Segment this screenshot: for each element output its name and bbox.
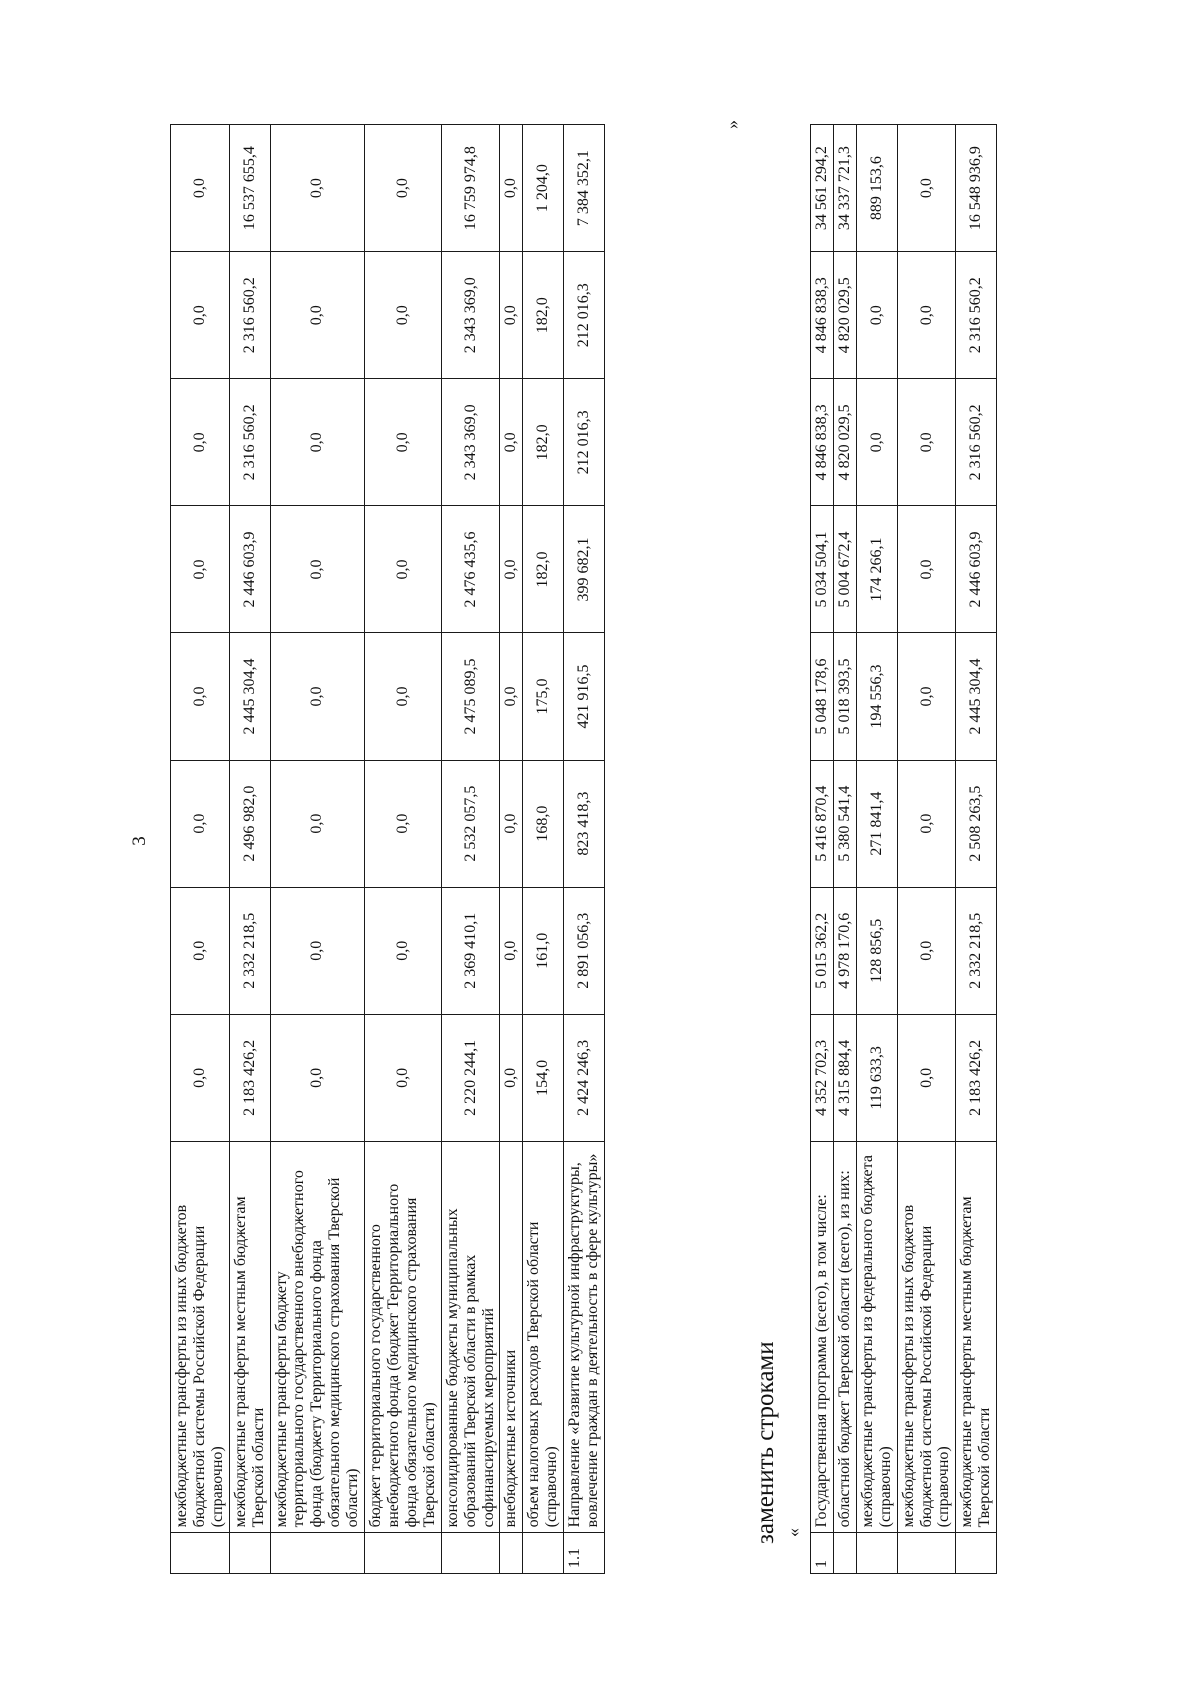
- value-cell: 194 556,3: [856, 633, 897, 760]
- value-cell: 2 508 263,5: [956, 760, 997, 887]
- value-cell: 2 476 435,6: [441, 506, 500, 633]
- value-cell: 0,0: [365, 252, 442, 379]
- value-cell: 0,0: [270, 252, 365, 379]
- value-cell: 4 846 838,3: [811, 379, 834, 506]
- row-number-cell: 1.1: [564, 1533, 605, 1574]
- value-cell: 271 841,4: [856, 760, 897, 887]
- value-cell: 0,0: [171, 506, 230, 633]
- value-cell: 0,0: [897, 125, 956, 252]
- value-cell: 4 820 029,5: [833, 379, 856, 506]
- value-cell: 2 316 560,2: [229, 379, 270, 506]
- row-label-cell: межбюджетные трансферты из федерального бюджета (справочно): [856, 1141, 897, 1532]
- row-number-cell: [856, 1533, 897, 1574]
- row-number-cell: [523, 1533, 564, 1574]
- value-cell: 0,0: [500, 633, 523, 760]
- value-cell: 175,0: [523, 633, 564, 760]
- value-cell: 16 548 936,9: [956, 125, 997, 252]
- table-row: [270, 125, 365, 1574]
- value-cell: 0,0: [270, 1014, 365, 1141]
- value-cell: 0,0: [365, 125, 442, 252]
- page-number: 3: [129, 836, 150, 846]
- row-label-cell: межбюджетные трансферты из иных бюджетов бюджетной системы Российской Федерации (справочно): [897, 1141, 956, 1532]
- value-cell: 4 846 838,3: [811, 252, 834, 379]
- value-cell: 2 183 426,2: [229, 1014, 270, 1141]
- table-row: [500, 125, 523, 1574]
- table-row: [897, 125, 956, 1574]
- value-cell: 2 369 410,1: [441, 887, 500, 1014]
- value-cell: 5 048 178,6: [811, 633, 834, 760]
- value-cell: 174 266,1: [856, 506, 897, 633]
- value-cell: 212 016,3: [564, 252, 605, 379]
- value-cell: 0,0: [500, 252, 523, 379]
- value-cell: 2 424 246,3: [564, 1014, 605, 1141]
- row-number-cell: [365, 1533, 442, 1574]
- table-row: [856, 125, 897, 1574]
- value-cell: 2 532 057,5: [441, 760, 500, 887]
- value-cell: 5 018 393,5: [833, 633, 856, 760]
- value-cell: 0,0: [171, 252, 230, 379]
- value-cell: 7 384 352,1: [564, 125, 605, 252]
- value-cell: 2 496 982,0: [229, 760, 270, 887]
- value-cell: 889 153,6: [856, 125, 897, 252]
- row-label-cell: Государственная программа (всего), в том числе:: [811, 1141, 834, 1532]
- row-label-cell: межбюджетные трансферты бюджету территориального государственного внебюджетного фонда (бюджету Территориального фонда обязательного медицинского страхования Тверской области): [270, 1141, 365, 1532]
- value-cell: 34 561 294,2: [811, 125, 834, 252]
- value-cell: 5 034 504,1: [811, 506, 834, 633]
- value-cell: 0,0: [500, 887, 523, 1014]
- value-cell: 0,0: [365, 887, 442, 1014]
- value-cell: 0,0: [500, 379, 523, 506]
- closing-quote: »: [722, 120, 742, 129]
- value-cell: 168,0: [523, 760, 564, 887]
- value-cell: 1 204,0: [523, 125, 564, 252]
- row-number-cell: [171, 1533, 230, 1574]
- value-cell: 2 316 560,2: [956, 379, 997, 506]
- value-cell: 0,0: [270, 760, 365, 887]
- value-cell: 2 183 426,2: [956, 1014, 997, 1141]
- value-cell: 0,0: [897, 760, 956, 887]
- value-cell: 0,0: [365, 760, 442, 887]
- value-cell: 0,0: [270, 887, 365, 1014]
- row-label-cell: консолидированные бюджеты муниципальных образований Тверской области в рамках софинансируемых мероприятий: [441, 1141, 500, 1532]
- value-cell: 0,0: [270, 379, 365, 506]
- table-row: [441, 125, 500, 1574]
- row-label-cell: бюджет территориального государственного внебюджетного фонда (бюджет Территориального фонда обязательного медицинского страхования Тверской области): [365, 1141, 442, 1532]
- value-cell: 5 380 541,4: [833, 760, 856, 887]
- value-cell: 182,0: [523, 379, 564, 506]
- value-cell: 0,0: [500, 1014, 523, 1141]
- table-row: [365, 125, 442, 1574]
- value-cell: 0,0: [856, 379, 897, 506]
- row-number-cell: [897, 1533, 956, 1574]
- row-label-cell: внебюджетные источники: [500, 1141, 523, 1532]
- value-cell: 0,0: [171, 125, 230, 252]
- value-cell: 0,0: [897, 506, 956, 633]
- value-cell: 161,0: [523, 887, 564, 1014]
- value-cell: 0,0: [171, 1014, 230, 1141]
- value-cell: 2 332 218,5: [956, 887, 997, 1014]
- value-cell: 2 343 369,0: [441, 379, 500, 506]
- value-cell: 119 633,3: [856, 1014, 897, 1141]
- value-cell: 212 016,3: [564, 379, 605, 506]
- row-number-cell: [270, 1533, 365, 1574]
- value-cell: 399 682,1: [564, 506, 605, 633]
- value-cell: 0,0: [171, 887, 230, 1014]
- row-label-cell: объем налоговых расходов Тверской области (справочно): [523, 1141, 564, 1532]
- value-cell: 2 316 560,2: [956, 252, 997, 379]
- replace-instruction: заменить строками: [752, 1341, 779, 1544]
- value-cell: 0,0: [270, 506, 365, 633]
- table-row: [956, 125, 997, 1574]
- row-label-cell: Направление «Развитие культурной инфраструктуры, вовлечение граждан в деятельность в сфере культуры»: [564, 1141, 605, 1532]
- value-cell: 5 416 870,4: [811, 760, 834, 887]
- value-cell: 2 446 603,9: [956, 506, 997, 633]
- value-cell: 0,0: [500, 125, 523, 252]
- value-cell: 128 856,5: [856, 887, 897, 1014]
- value-cell: 0,0: [897, 1014, 956, 1141]
- row-label-cell: областной бюджет Тверской области (всего), из них:: [833, 1141, 856, 1532]
- value-cell: 0,0: [365, 633, 442, 760]
- value-cell: 2 446 603,9: [229, 506, 270, 633]
- value-cell: 0,0: [270, 125, 365, 252]
- value-cell: 2 316 560,2: [229, 252, 270, 379]
- value-cell: 0,0: [365, 1014, 442, 1141]
- value-cell: 5 015 362,2: [811, 887, 834, 1014]
- value-cell: 0,0: [365, 379, 442, 506]
- row-number-cell: [956, 1533, 997, 1574]
- value-cell: 2 445 304,4: [229, 633, 270, 760]
- row-number-cell: [500, 1533, 523, 1574]
- value-cell: 4 978 170,6: [833, 887, 856, 1014]
- value-cell: 0,0: [171, 379, 230, 506]
- value-cell: 0,0: [856, 252, 897, 379]
- value-cell: 0,0: [500, 760, 523, 887]
- row-number-cell: [833, 1533, 856, 1574]
- value-cell: 0,0: [171, 633, 230, 760]
- value-cell: 0,0: [171, 760, 230, 887]
- value-cell: 2 445 304,4: [956, 633, 997, 760]
- value-cell: 2 475 089,5: [441, 633, 500, 760]
- table-row: [564, 125, 605, 1574]
- row-number-cell: [441, 1533, 500, 1574]
- table-row: [811, 125, 834, 1574]
- value-cell: 2 343 369,0: [441, 252, 500, 379]
- table-row: [523, 125, 564, 1574]
- row-label-cell: межбюджетные трансферты из иных бюджетов бюджетной системы Российской Федерации (справочно): [171, 1141, 230, 1532]
- value-cell: 2 332 218,5: [229, 887, 270, 1014]
- value-cell: 5 004 672,4: [833, 506, 856, 633]
- value-cell: 823 418,3: [564, 760, 605, 887]
- value-cell: 0,0: [897, 887, 956, 1014]
- value-cell: 16 537 655,4: [229, 125, 270, 252]
- row-number-cell: [229, 1533, 270, 1574]
- value-cell: 16 759 974,8: [441, 125, 500, 252]
- value-cell: 4 315 884,4: [833, 1014, 856, 1141]
- table-row: [833, 125, 856, 1574]
- value-cell: 421 916,5: [564, 633, 605, 760]
- value-cell: 0,0: [500, 506, 523, 633]
- value-cell: 2 891 056,3: [564, 887, 605, 1014]
- value-cell: 154,0: [523, 1014, 564, 1141]
- value-cell: 4 820 029,5: [833, 252, 856, 379]
- row-number-cell: 1: [811, 1533, 834, 1574]
- value-cell: 0,0: [897, 633, 956, 760]
- table-row: [229, 125, 270, 1574]
- value-cell: 0,0: [897, 252, 956, 379]
- value-cell: 182,0: [523, 252, 564, 379]
- value-cell: 0,0: [270, 633, 365, 760]
- value-cell: 2 220 244,1: [441, 1014, 500, 1141]
- value-cell: 0,0: [365, 506, 442, 633]
- value-cell: 0,0: [897, 379, 956, 506]
- value-cell: 4 352 702,3: [811, 1014, 834, 1141]
- row-label-cell: межбюджетные трансферты местным бюджетам Тверской области: [956, 1141, 997, 1532]
- row-label-cell: межбюджетные трансферты местным бюджетам Тверской области: [229, 1141, 270, 1532]
- table-row: [171, 125, 230, 1574]
- opening-quote: «: [783, 1528, 803, 1537]
- value-cell: 182,0: [523, 506, 564, 633]
- value-cell: 34 337 721,3: [833, 125, 856, 252]
- budget-table-bottom: [810, 124, 997, 1574]
- budget-table-top: [170, 124, 605, 1574]
